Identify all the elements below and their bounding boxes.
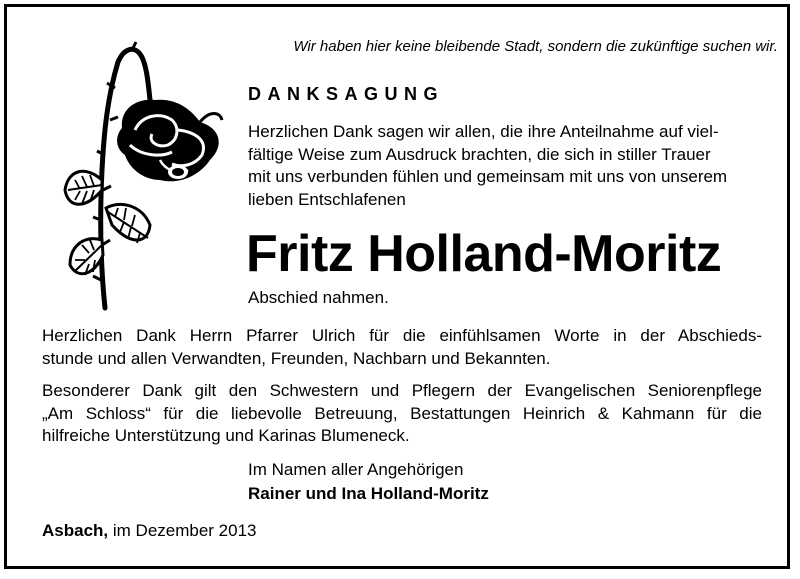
motto-quote: Wir haben hier keine bleibende Stadt, sondern die zukünftige suchen wir. [293, 38, 778, 55]
place-name: Asbach, [42, 521, 109, 540]
leaf-upper [65, 171, 102, 204]
paragraph-line: Herzlichen Dank Herrn Pfarrer Ulrich für die einfühlsamen Worte in der Abschieds- [42, 326, 762, 345]
date-text: im Dezember 2013 [112, 521, 257, 540]
family-signature [248, 458, 489, 506]
intro-text [248, 121, 764, 211]
paragraph-line: „Am Schloss“ für die liebevolle Betreuung, Bestattungen Heinrich & Kahmann für die [42, 403, 762, 423]
signatories: Rainer und Ina Holland-Moritz [248, 484, 489, 503]
intro-line: lieben Entschlafenen [248, 189, 406, 209]
wilted-rose-icon [60, 40, 230, 315]
place-date [42, 521, 257, 541]
intro-line: fältige Weise zum Ausdruck brachten, die sich in stiller Trauer [248, 144, 711, 164]
intro-line: mit uns verbunden fühlen und gemeinsam mit uns von unserem [248, 167, 728, 186]
thanks-paragraph-2 [42, 380, 762, 448]
paragraph-line: stunde und allen Verwandten, Freunden, Nachbarn und Bekannten. [42, 348, 551, 368]
thanks-paragraph-1 [42, 325, 762, 370]
deceased-name: Fritz Holland-Moritz [246, 225, 722, 283]
paragraph-line: Besonderer Dank gilt den Schwestern und Pflegern der Evangelischen Seniorenpflege [42, 381, 762, 400]
notice-heading: DANKSAGUNG [248, 84, 445, 104]
farewell-text: Abschied nahmen. [248, 288, 389, 307]
paragraph-line: hilfreiche Unterstützung und Karinas Blumeneck. [42, 426, 410, 445]
on-behalf-text: Im Namen aller Angehörigen [248, 460, 464, 479]
intro-line: Herzlichen Dank sagen wir allen, die ihre Anteilnahme auf viel- [248, 122, 719, 141]
